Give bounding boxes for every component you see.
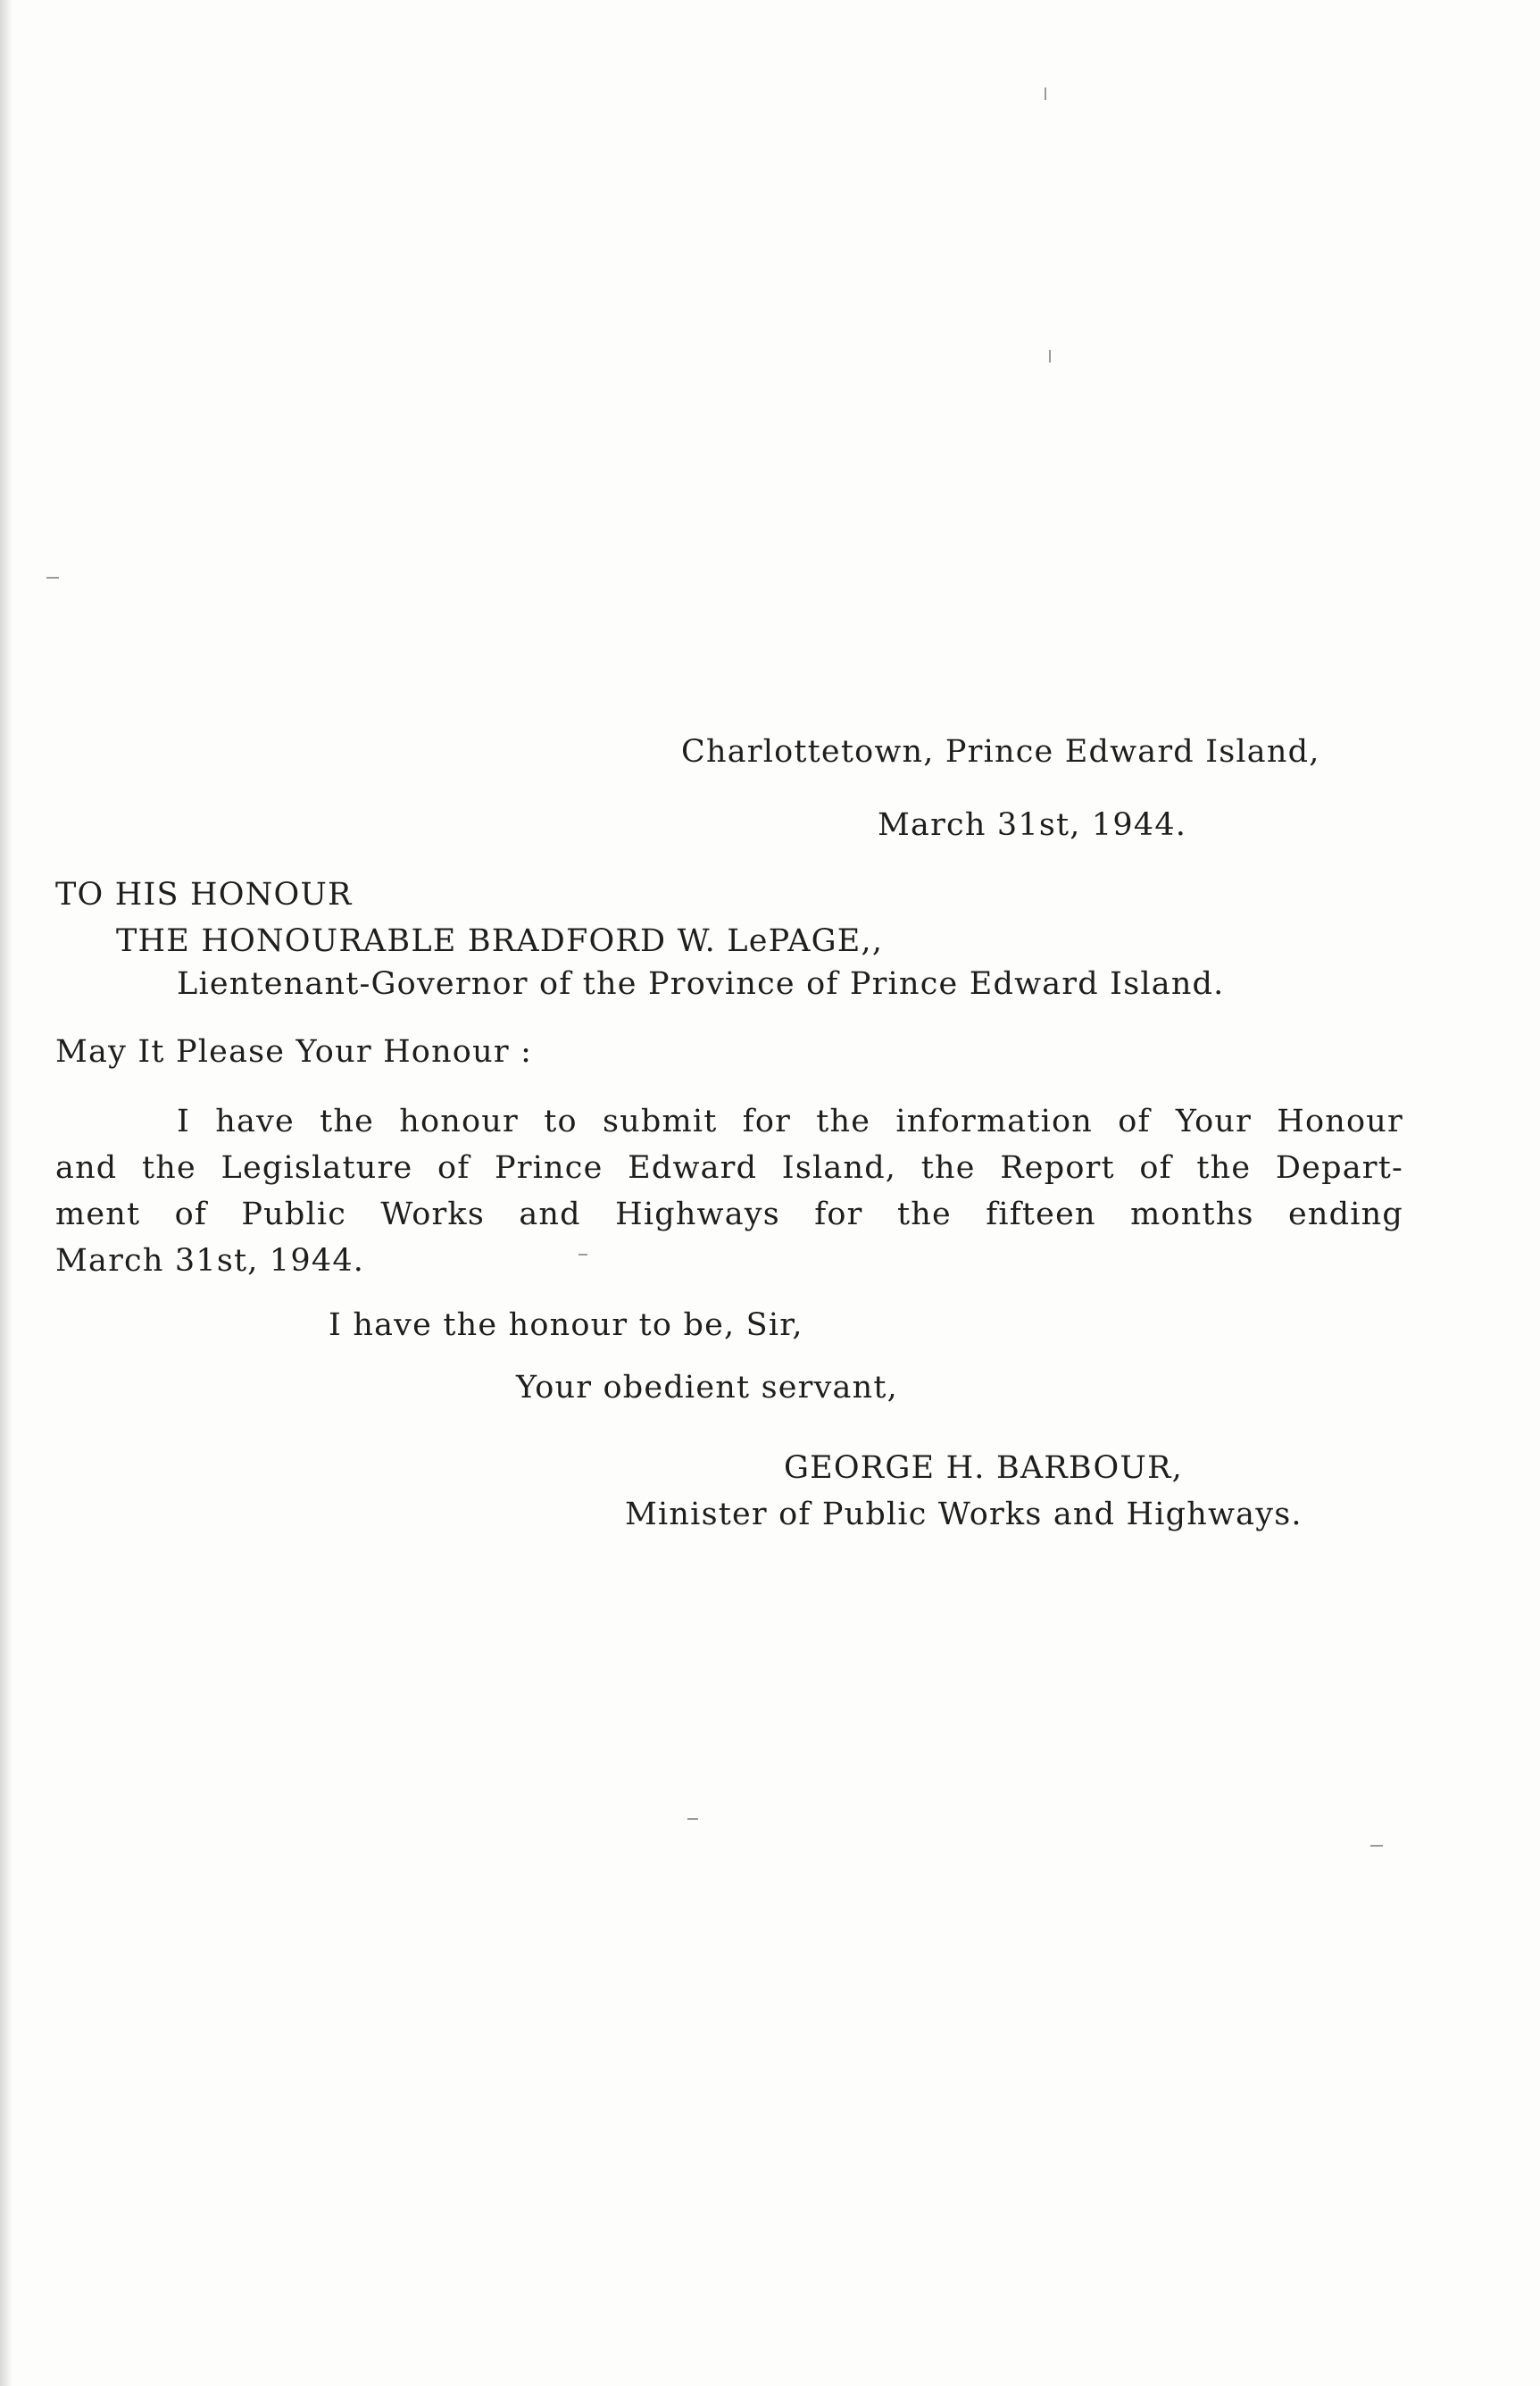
scan-speck: [1045, 88, 1046, 100]
salutation: May It Please Your Honour :: [55, 1034, 533, 1070]
scan-speck: [687, 1818, 698, 1820]
page-edge-shadow: [0, 0, 12, 2386]
place-line: Charlottetown, Prince Edward Island,: [681, 734, 1320, 770]
scan-speck: [579, 1254, 587, 1256]
signature-name: GEORGE H. BARBOUR,: [784, 1450, 1183, 1486]
scan-speck: [1370, 1845, 1383, 1847]
body-line-4: March 31st, 1944.: [55, 1243, 365, 1279]
addressee-line-1: TO HIS HONOUR: [55, 877, 353, 913]
addressee-line-3: Lientenant-Governor of the Province of Prince Edward Island.: [177, 966, 1225, 1002]
scan-speck: [46, 577, 59, 579]
scan-speck: [1049, 350, 1051, 363]
closing-line-1: I have the honour to be, Sir,: [329, 1307, 803, 1343]
date-line: March 31st, 1944.: [878, 807, 1187, 843]
closing-line-2: Your obedient servant,: [516, 1370, 898, 1406]
signature-title: Minister of Public Works and Highways.: [625, 1497, 1303, 1532]
body-line-3: ment of Public Works and Highways for the fifteen months ending: [55, 1197, 1403, 1232]
body-line-2: and the Legislature of Prince Edward Island, the Report of the Depart-: [55, 1150, 1403, 1186]
addressee-line-2: THE HONOURABLE BRADFORD W. LePAGE,,: [116, 923, 884, 959]
body-line-1: I have the honour to submit for the information of Your Honour: [177, 1104, 1403, 1139]
